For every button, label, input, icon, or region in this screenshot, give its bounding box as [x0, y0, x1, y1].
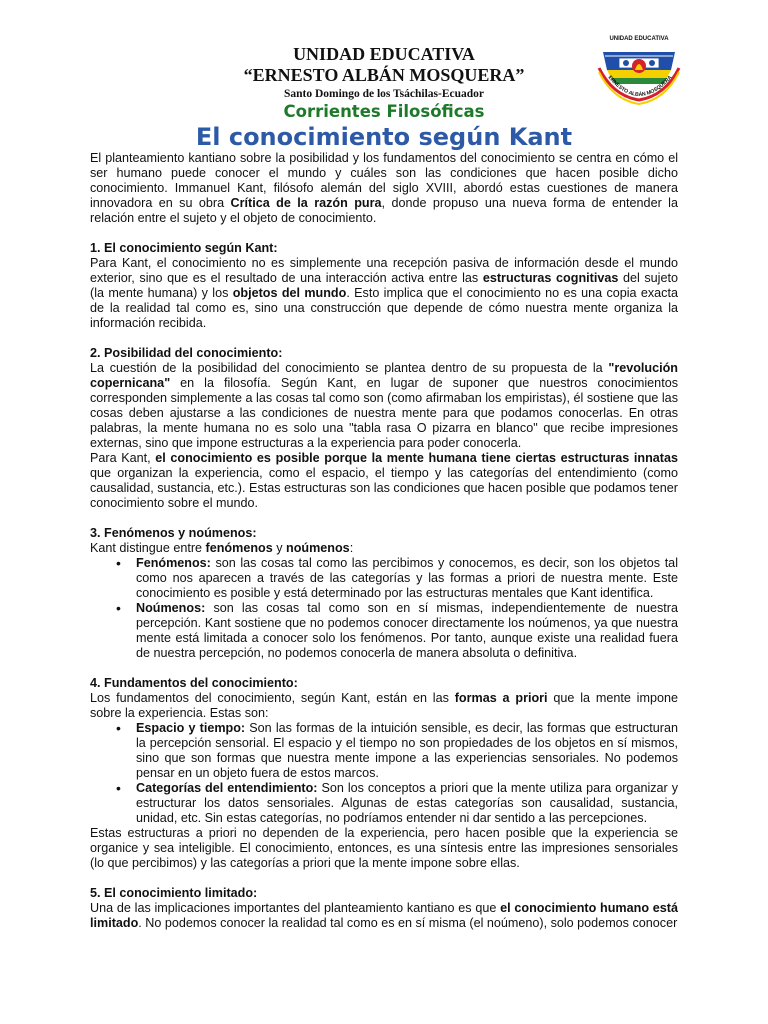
text-span: que la mente impone sobre la experiencia. Estas son:: [90, 691, 678, 720]
text-span: La cuestión de la posibilidad del conocimiento se plantea dentro de su propuesta de la: [90, 361, 609, 375]
bold-span: Crítica de la razón pura: [230, 196, 382, 210]
section-3-heading: 3. Fenómenos y noúmenos:: [90, 526, 257, 540]
text-span: El planteamiento kantiano sobre la posibilidad y los fundamentos del conocimiento se centra en cómo el ser humano puede conocer el mundo y cuáles son las condiciones que hacen posible dicho conocimiento. Immanuel Kant, filósofo alemán del siglo XVIII, abordó estas cuestiones de manera innovadora en su obra: [90, 151, 678, 210]
text-span: Son las formas de la intuición sensible, es decir, las formas que estructuran la percepción sensorial. El espacio y el tiempo no son propiedades de los objetos en sí mismos, sino que son formas que nuestra mente impone a las experiencias sensoriales. No podemos pensar en un objeto fuera de estos marcos.: [136, 721, 678, 780]
school-logo-icon: [593, 30, 685, 108]
section-2-paragraph-2: [90, 451, 678, 511]
logo-top-text: UNIDAD EDUCATIVA: [609, 36, 669, 42]
bold-span: el conocimiento humano está limitado: [90, 901, 678, 930]
list-item: [136, 781, 678, 826]
text-span: Para Kant, el conocimiento no es simplemente una recepción pasiva de información desde el mundo exterior, sino que es el resultado de una interacción activa entre las: [90, 256, 678, 285]
text-span: son las cosas tal como las percibimos y conocemos, es decir, son los objetos tal como nos aparecen a través de las categorías y las formas a priori de nuestra mente. Este conocimiento es posible y está determinado por las estructuras mentales que Kant identifica.: [136, 556, 678, 600]
bold-span: Fenómenos:: [136, 556, 211, 570]
section-4-intro: [90, 691, 678, 721]
text-span: Una de las implicaciones importantes del planteamiento kantiano es que: [90, 901, 501, 915]
section-5-heading: 5. El conocimiento limitado:: [90, 886, 258, 900]
list-item: [136, 601, 678, 661]
subject-title: Corrientes Filosóficas: [283, 102, 485, 121]
school-name-line1: UNIDAD EDUCATIVA: [293, 44, 475, 64]
bold-span: Categorías del entendimiento:: [136, 781, 318, 795]
school-location: Santo Domingo de los Tsáchilas-Ecuador: [283, 88, 484, 100]
text-span: Para Kant,: [90, 451, 156, 465]
text-span: . No podemos conocer la realidad tal como es en sí misma (el noúmeno), solo podemos conocer: [138, 916, 678, 930]
list-item: [136, 721, 678, 781]
section-4-list: [90, 721, 678, 826]
logo-arc-text: ERNESTO ALBÁN MOSQUERA: [606, 74, 674, 99]
section-1-heading: 1. El conocimiento según Kant:: [90, 241, 278, 255]
text-span: del sujeto (la mente humana) y los: [90, 271, 678, 300]
section-2-heading: 2. Posibilidad del conocimiento:: [90, 346, 283, 360]
document-body: [90, 151, 678, 931]
text-span: son las cosas tal como son en sí mismas, independientemente de nuestra percepción. Kant sostiene que no podemos conocer directamente los noúmenos, ya que nuestra mente está limitada a conocer solo los fenómenos. Por tanto, aunque existe una realidad fuera de nuestra percepción, no podemos conocerla de manera absoluta o definitiva.: [136, 601, 678, 660]
section-3-list: [90, 556, 678, 661]
bold-span: el conocimiento es posible porque la mente humana tiene ciertas estructuras innatas: [155, 451, 678, 465]
section-4-closing: Estas estructuras a priori no dependen de la experiencia, pero hacen posible que la experiencia se organice y sea inteligible. El conocimiento, entonces, es una síntesis entre las impresiones sensoriales (lo que percibimos) y las categorías a priori que la mente impone sobre ellas.: [90, 826, 678, 870]
text-span: en la filosofía. Según Kant, en lugar de suponer que nuestros conocimientos corresponden simplemente a las cosas tal como son (como afirmaban los empiristas), él sostiene que las cosas deben ajustarse a las condiciones de nuestra mente para que podamos conocerlas. En otras palabras, la mente humana no es solo una "tabla rasa O pizarra en blanco" que recibe impresiones externas, sino que impone estructuras a la experiencia para poder conocerla.: [90, 376, 678, 450]
intro-paragraph: [90, 151, 678, 226]
bold-span: formas a priori: [454, 691, 548, 705]
text-span: , donde propuso una nueva forma de entender la relación entre el sujeto y el objeto de conocimiento.: [90, 196, 678, 225]
text-span: Son los conceptos a priori que la mente utiliza para organizar y estructurar los datos sensoriales. Algunas de estas categorías son causalidad, sustancia, unidad, etc. Sin estas categorías, no podríamos entender ni dar sentido a las percepciones.: [136, 781, 679, 825]
page-title: El conocimiento según Kant: [195, 123, 573, 151]
section-5-paragraph: [90, 901, 678, 931]
section-4-heading: 4. Fundamentos del conocimiento:: [90, 676, 298, 690]
bold-span: Espacio y tiempo:: [136, 721, 246, 735]
text-span: Los fundamentos del conocimiento, según Kant, están en las: [90, 691, 455, 705]
text-span: y: [272, 541, 287, 555]
section-3-intro: [90, 541, 678, 556]
bold-span: estructuras cognitivas: [482, 271, 619, 285]
section-2-paragraph-1: [90, 361, 678, 451]
bold-span: objetos del mundo: [232, 286, 347, 300]
bold-span: fenómenos: [205, 541, 273, 555]
school-name-line2: “ERNESTO ALBÁN MOSQUERA”: [243, 65, 525, 85]
bold-span: Noúmenos:: [136, 601, 206, 615]
text-span: Kant distingue entre: [90, 541, 206, 555]
bold-span: "revolución copernicana": [90, 361, 678, 390]
text-span: :: [349, 541, 354, 555]
section-1-paragraph: [90, 256, 678, 331]
text-span: . Esto implica que el conocimiento no es una copia exacta de la realidad tal como es, sino una construcción que depende de cómo nuestra mente organiza la información recibida.: [90, 286, 678, 330]
list-item: [136, 556, 678, 601]
text-span: que organizan la experiencia, como el espacio, el tiempo y las categorías del entendimiento (como causalidad, sustancia, etc.). Estas estructuras son las condiciones que hacen posible que podamos tener conocimiento sobre el mundo.: [90, 466, 678, 510]
bold-span: noúmenos: [286, 541, 350, 555]
